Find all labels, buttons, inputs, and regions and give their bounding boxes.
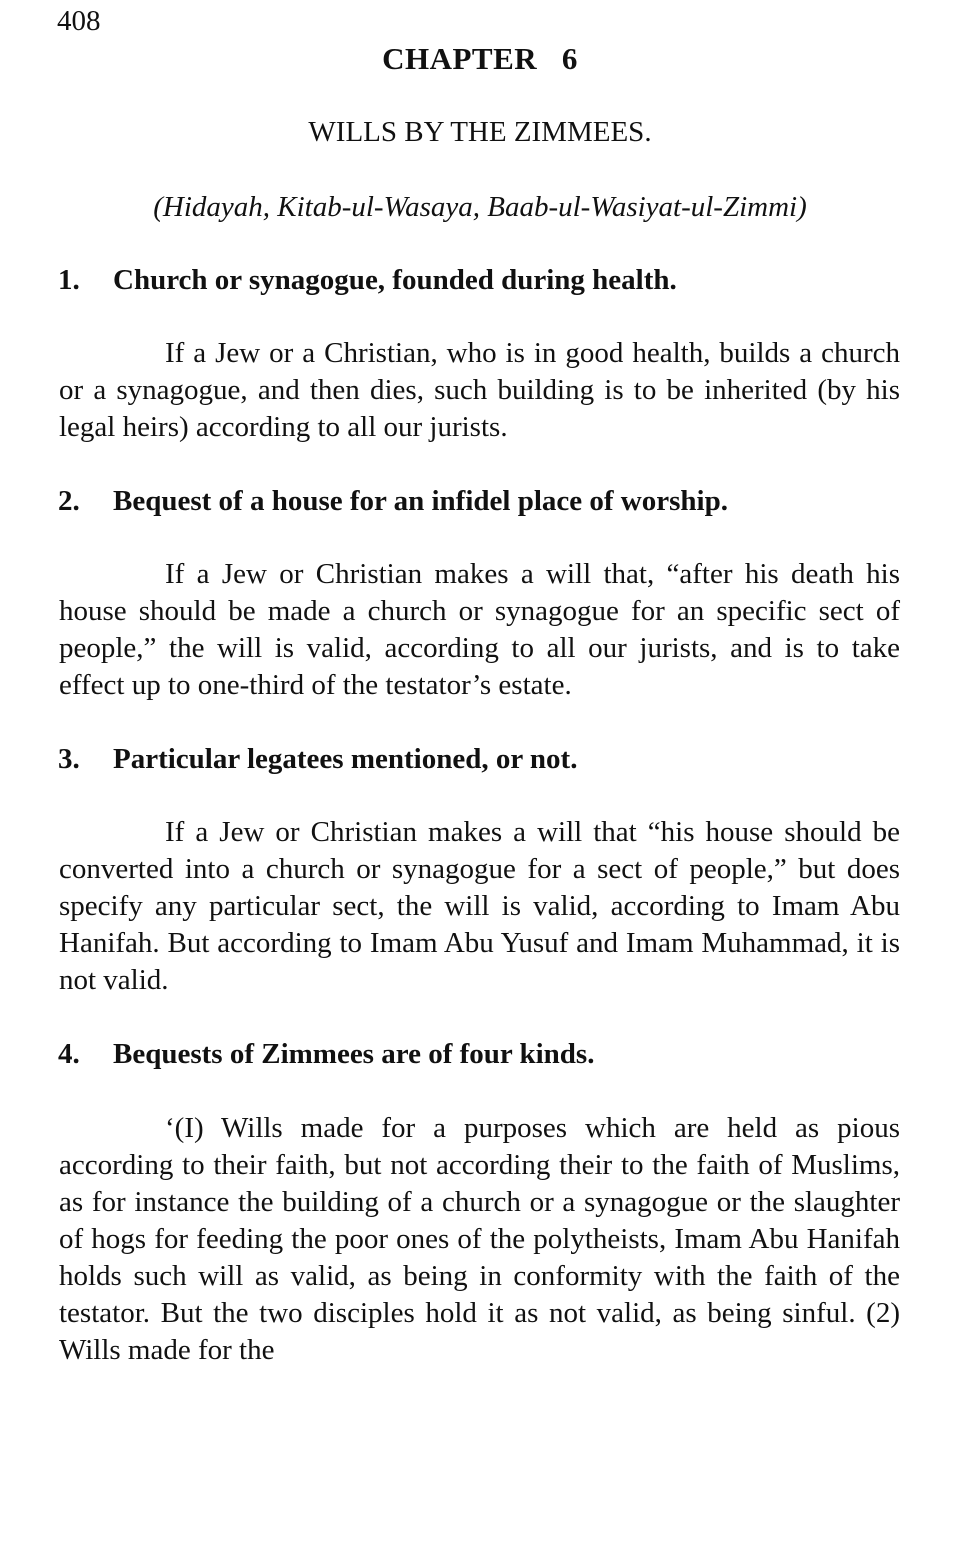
section-heading-2 [58,483,903,519]
chapter-title: WILLS BY THE ZIMMEES. [308,116,652,148]
section-paragraph-4: ‘(I) Wills made for a purposes which are held as pious according to their faith, but not according their to the faith of Muslims, as for instance the building of a church or a synagogue or the slaughter of hogs for feeding the poor ones of the polytheists, Imam Abu Hanifah holds such will as valid, as being in conformity with the faith of the testator. But the two disciples hold it as not valid, as being sinful. (2) Wills made for the [59,1112,900,1366]
section-paragraph-3: If a Jew or Christian makes a will that “his house should be converted into a church or synagogue for a sect of people,” but does specify any particular sect, the will is valid, according to Imam Abu Hanifah. But according to Imam Abu Yusuf and Imam Muhammad, it is not valid. [59,816,900,996]
chapter-label: CHAPTER 6 [382,41,578,76]
section-heading-text: Particular legatees mentioned, or not. [113,743,578,775]
section-number: 3. [58,743,80,775]
section-heading-text: Church or synagogue, founded during health. [113,264,677,296]
section-heading-4 [58,1036,903,1072]
section-number: 2. [58,485,80,517]
section-heading-text: Bequest of a house for an infidel place of worship. [113,485,728,517]
section-paragraph-1: If a Jew or a Christian, who is in good health, builds a church or a synagogue, and then dies, such building is to be inherited (by his legal heirs) according to all our jurists. [59,337,900,443]
source-citation: (Hidayah, Kitab-ul-Wasaya, Baab-ul-Wasiyat-ul-Zimmi) [153,191,807,223]
section-paragraph-2: If a Jew or Christian makes a will that, “after his death his house should be made a church or synagogue for an specific sect of people,” the will is valid, according to all our jurists, and is to take effect up to one-third of the testator’s estate. [59,558,900,701]
section-heading-text: Bequests of Zimmees are of four kinds. [113,1038,595,1070]
section-number: 4. [58,1038,80,1070]
section-number: 1. [58,264,80,296]
section-heading-1 [58,262,903,298]
section-heading-3 [58,741,903,777]
page-number: 408 [57,5,101,37]
